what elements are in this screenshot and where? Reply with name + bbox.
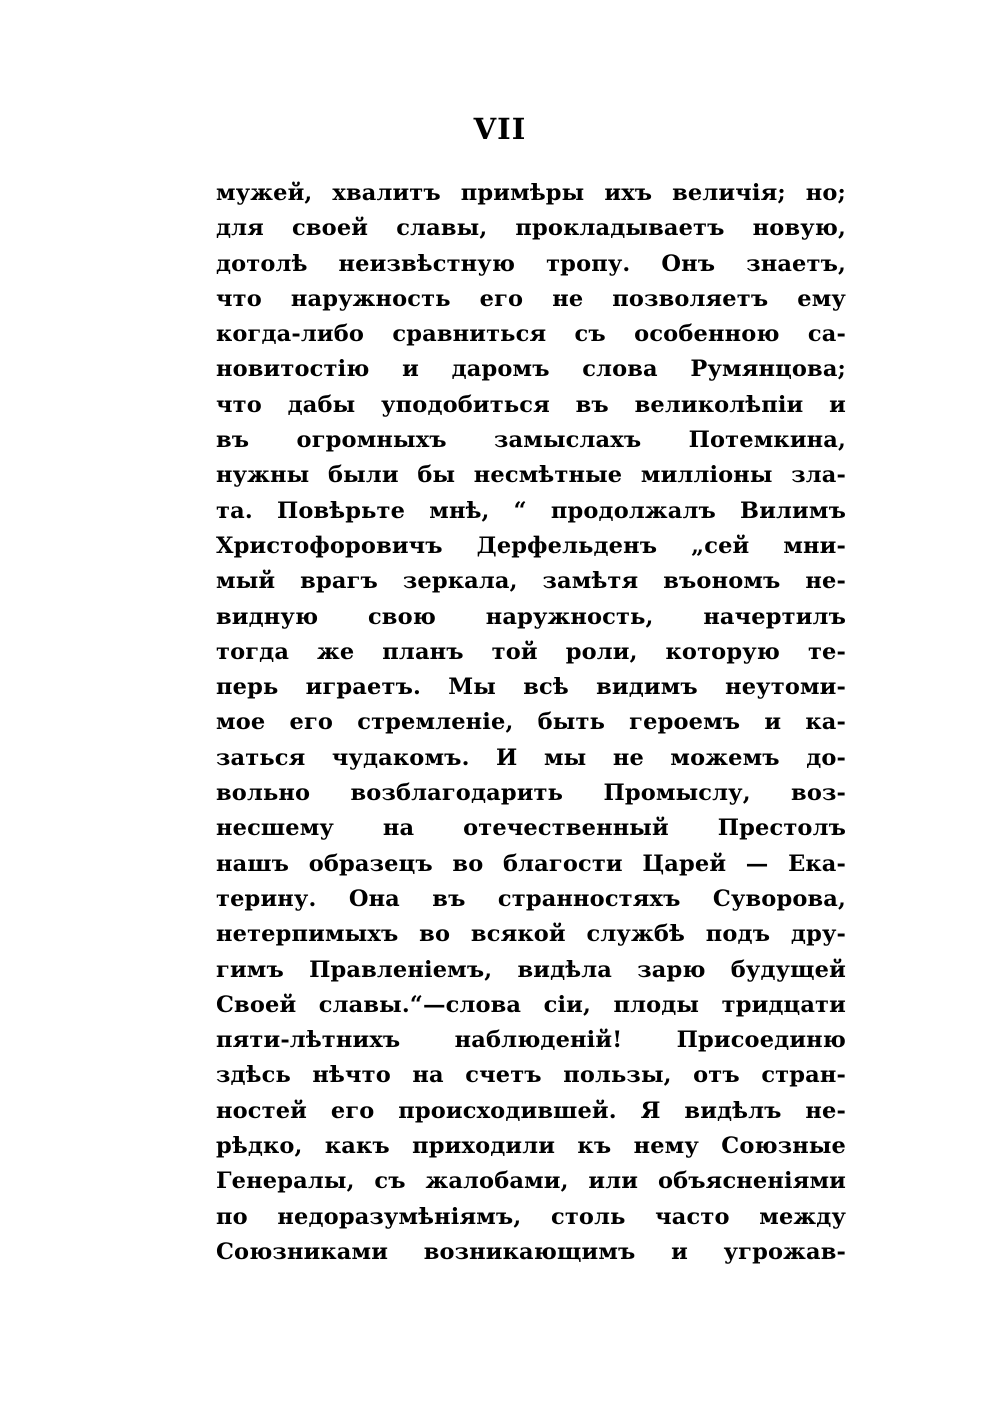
text-line: дотолѣ неизвѣстную тропу. Онъ знаетъ, bbox=[216, 250, 846, 277]
text-line: пяти-лѣтнихъ наблюденій! Присоединю bbox=[216, 1027, 846, 1054]
text-line: видную свою наружность, начертилъ bbox=[216, 603, 846, 630]
body-text bbox=[216, 176, 846, 1270]
text-line: рѣдко, какъ приходили къ нему Союзные bbox=[216, 1133, 846, 1160]
page-number: VII bbox=[473, 112, 527, 146]
text-line: что дабы уподобиться въ великолѣпіи и bbox=[216, 391, 846, 418]
text-line: Генералы, съ жалобами, или объясненіями bbox=[216, 1168, 846, 1195]
text-line: по недоразумѣніямъ, столь часто между bbox=[216, 1203, 846, 1230]
text-line: Своей славы.“—слова сіи, плоды тридцати bbox=[216, 991, 846, 1018]
text-line: нужны были бы несмѣтные милліоны зла- bbox=[216, 462, 846, 489]
text-line: мужей, хвалитъ примѣры ихъ величія; но; bbox=[216, 180, 846, 206]
text-line: терину. Она въ странностяхъ Суворова, bbox=[216, 885, 846, 912]
text-line: вольно возблагодарить Промыслу, воз- bbox=[216, 780, 846, 807]
text-line: та. Повѣрьте мнѣ, “ продолжалъ Вилимъ bbox=[216, 497, 846, 524]
text-line: здѣсь нѣчто на счетъ пользы, отъ стран- bbox=[216, 1062, 846, 1089]
text-line: новитостію и даромъ слова Румянцова; bbox=[216, 356, 846, 383]
text-line: что наружность его не позволяетъ ему bbox=[216, 285, 846, 312]
text-line: несшему на отечественный Престолъ bbox=[216, 815, 846, 842]
text-line: заться чудакомъ. И мы не можемъ до- bbox=[216, 744, 846, 771]
text-line: гимъ Правленіемъ, видѣла зарю будущей bbox=[216, 956, 846, 983]
text-line: Христофоровичъ Дерфельденъ „сей мни- bbox=[216, 532, 846, 559]
text-line: мый врагъ зеркала, замѣтя въономъ не- bbox=[216, 568, 846, 595]
text-line: тогда же планъ той роли, которую те- bbox=[216, 638, 846, 665]
text-line: нетерпимыхъ во всякой службѣ подъ дру- bbox=[216, 921, 846, 948]
text-line: мое его стремленіе, быть героемъ и ка- bbox=[216, 709, 846, 736]
text-line: когда-либо сравниться съ особенною са- bbox=[216, 321, 846, 348]
text-line: для своей славы, прокладываетъ новую, bbox=[216, 215, 846, 242]
text-line: нашъ образецъ во благости Царей — Ека- bbox=[216, 850, 846, 877]
text-line: въ огромныхъ замыслахъ Потемкина, bbox=[216, 427, 846, 454]
text-line: ностей его происходившей. Я видѣлъ не- bbox=[216, 1097, 846, 1124]
text-line: перь играетъ. Мы всѣ видимъ неутоми- bbox=[216, 674, 846, 701]
text-line: Союзниками возникающимъ и угрожав- bbox=[216, 1238, 846, 1265]
